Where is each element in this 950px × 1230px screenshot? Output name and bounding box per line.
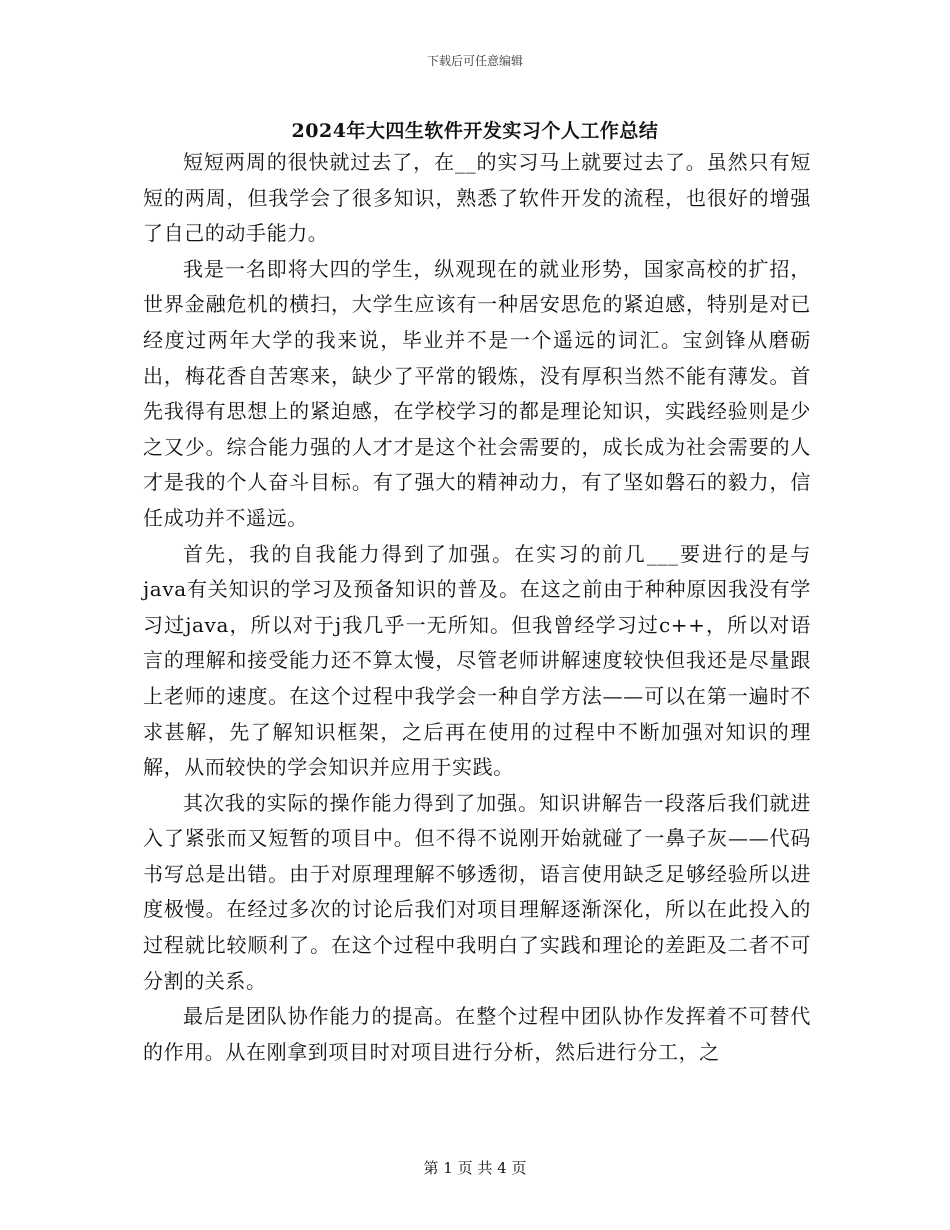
paragraph: 首先，我的自我能力得到了加强。在实习的前几___要进行的是与java有关知识的学习及预备知识的普及。在这之前由于种种原因我没有学习过java，所以对于j我几乎一无所知。但我曾经学习过c++，所以对语言的理解和接受能力还不算太慢，尽管老师讲解速度较快但我还是尽量跟上老师的速度。在这个过程中我学会一种自学方法——可以在第一遍时不求甚解，先了解知识框架，之后再在使用的过程中不断加强对知识的理解，从而较快的学会知识并应用于实践。 bbox=[143, 541, 811, 780]
paragraph: 最后是团队协作能力的提高。在整个过程中团队协作发挥着不可替代的作用。从在刚拿到项目时对项目进行分析，然后进行分工，之 bbox=[143, 1004, 811, 1064]
document-title: 2024年大四生软件开发实习个人工作总结 bbox=[291, 120, 659, 142]
paragraph: 我是一名即将大四的学生，纵观现在的就业形势，国家高校的扩招，世界金融危机的横扫，大学生应该有一种居安思危的紧迫感，特别是对已经度过两年大学的我来说，毕业并不是一个遥远的词汇。宝剑锋从磨砺出，梅花香自苦寒来，缺少了平常的锻炼，没有厚积当然不能有薄发。首先我得有思想上的紧迫感，在学校学习的都是理论知识，实践经验则是少之又少。综合能力强的人才才是这个社会需要的，成长成为社会需要的人才是我的个人奋斗目标。有了强大的精神动力，有了坚如磐石的毅力，信任成功并不遥远。 bbox=[143, 256, 811, 530]
paragraph: 短短两周的很快就过去了，在__的实习马上就要过去了。虽然只有短短的两周，但我学会了很多知识，熟悉了软件开发的流程，也很好的增强了自己的动手能力。 bbox=[143, 150, 811, 246]
page-number: 第 1 页 共 4 页 bbox=[423, 1159, 527, 1177]
document-body bbox=[143, 145, 811, 1070]
header-note: 下载后可任意编辑 bbox=[426, 54, 523, 68]
paragraph: 其次我的实际的操作能力得到了加强。知识讲解告一段落后我们就进入了紧张而又短暂的项目中。但不得不说刚开始就碰了一鼻子灰——代码书写总是出错。由于对原理理解不够透彻，语言使用缺乏足够经验所以进度极慢。在经过多次的讨论后我们对项目理解逐渐深化，所以在此投入的过程就比较顺利了。在这个过程中我明白了实践和理论的差距及二者不可分割的关系。 bbox=[143, 790, 811, 993]
